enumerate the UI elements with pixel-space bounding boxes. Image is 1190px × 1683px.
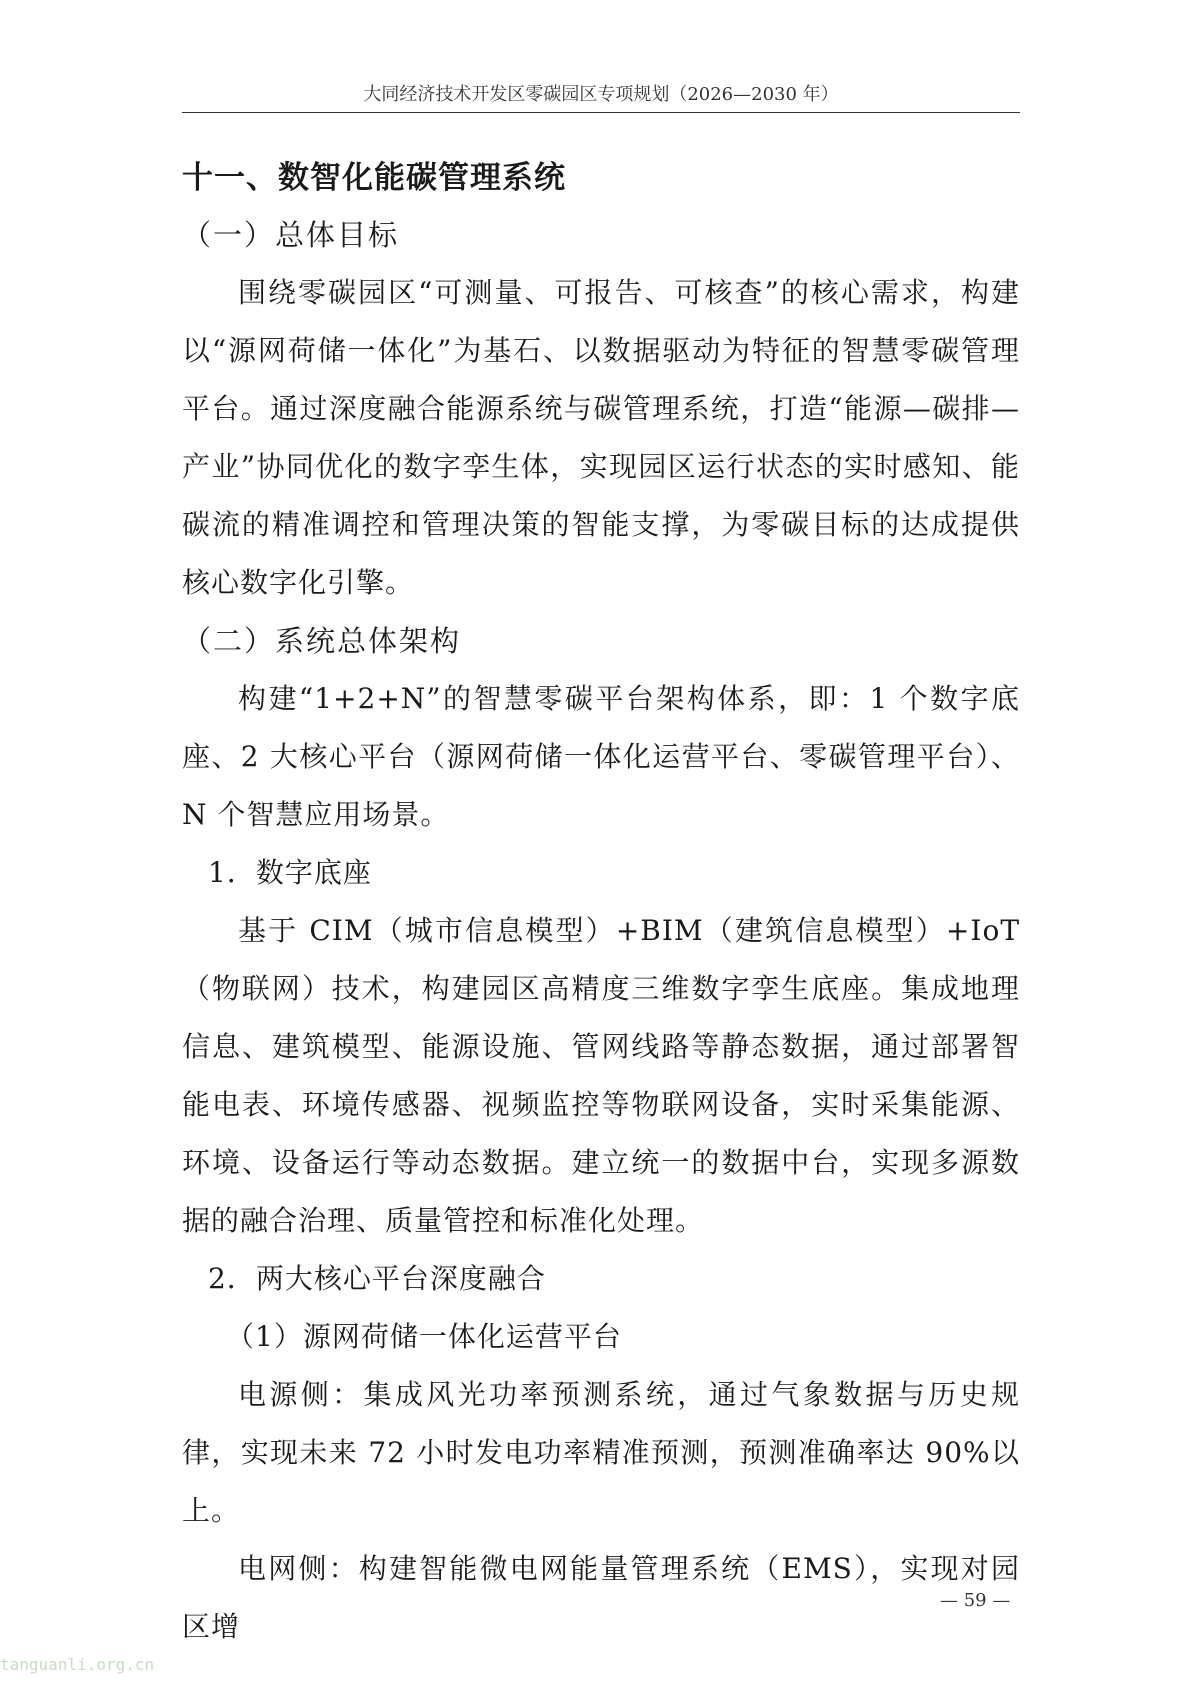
running-header: 大同经济技术开发区零碳园区专项规划（2026—2030 年）: [363, 84, 839, 105]
paragraph-architecture: 构建“1+2+N”的智慧零碳平台架构体系，即：1 个数字底座、2 大核心平台（源网荷储一体化运营平台、零碳管理平台）、N 个智慧应用场景。: [182, 682, 1020, 831]
header-divider: [182, 112, 1020, 113]
subitem-title-operations-platform: （1）源网荷储一体化运营平台: [226, 1320, 622, 1353]
paragraph-power-source-side: 电源侧：集成风光功率预测系统，通过气象数据与历史规律，实现未来 72 小时发电功率精准预测，预测准确率达 90%以上。: [182, 1378, 1020, 1527]
page-body: [182, 150, 1020, 1656]
item-title-digital-base: 1．数字底座: [208, 856, 372, 889]
paragraph-overall-goal: 围绕零碳园区“可测量、可报告、可核查”的核心需求，构建以“源网荷储一体化”为基石、以数据驱动为特征的智慧零碳管理平台。通过深度融合能源系统与碳管理系统，打造“能源—碳排—产业”协同优化的数字孪生体，实现园区运行状态的实时感知、能碳流的精准调控和管理决策的智能支撑，为零碳目标的达成提供核心数字化引擎。: [182, 276, 1020, 599]
watermark: tanguanli.org.cn: [0, 1655, 155, 1674]
subsection-title-overall-goal: （一）总体目标: [182, 218, 400, 252]
subsection-title-architecture: （二）系统总体架构: [182, 624, 462, 658]
item-title-core-platforms: 2．两大核心平台深度融合: [208, 1262, 546, 1295]
page-number: — 59 —: [940, 1590, 1011, 1611]
section-title: 十一、数智化能碳管理系统: [182, 160, 566, 196]
paragraph-digital-base: 基于 CIM（城市信息模型）+BIM（建筑信息模型）+IoT（物联网）技术，构建园区高精度三维数字孪生底座。集成地理信息、建筑模型、能源设施、管网线路等静态数据，通过部署智能电表、环境传感器、视频监控等物联网设备，实时采集能源、环境、设备运行等动态数据。建立统一的数据中台，实现多源数据的融合治理、质量管控和标准化处理。: [182, 914, 1020, 1237]
paragraph-grid-side: 电网侧：构建智能微电网能量管理系统（EMS），实现对园区增: [182, 1552, 1020, 1643]
